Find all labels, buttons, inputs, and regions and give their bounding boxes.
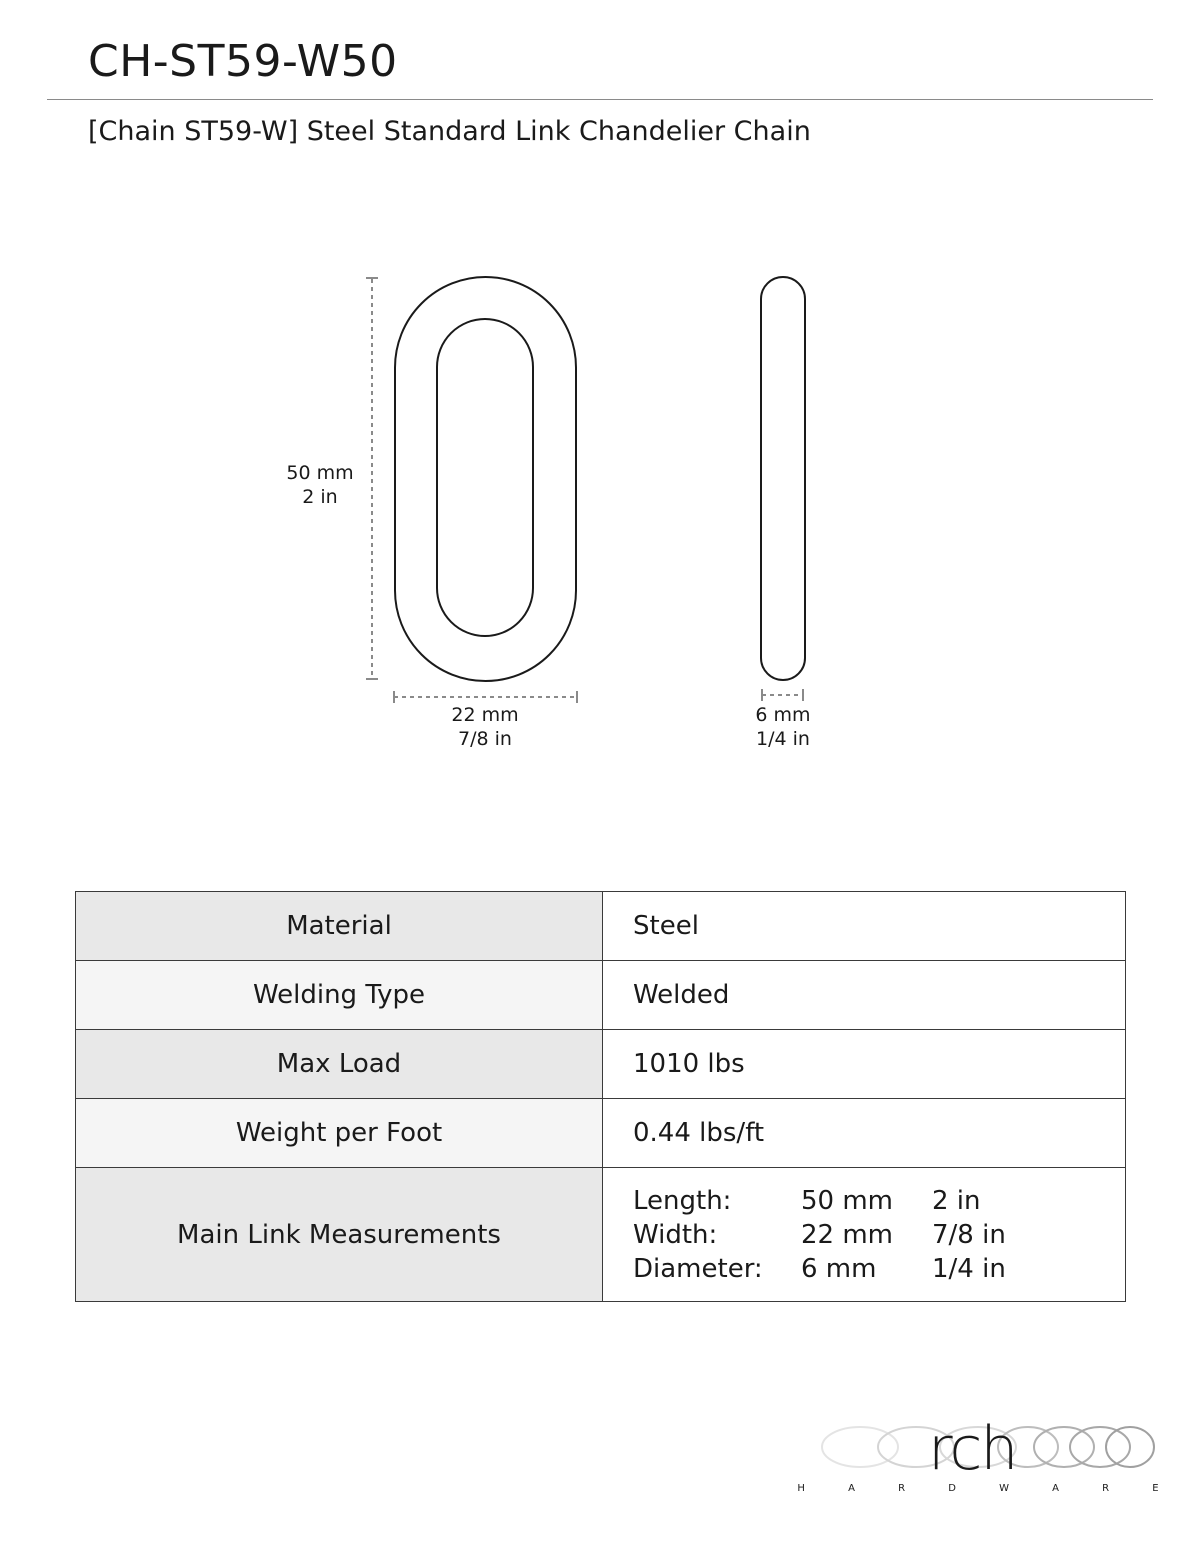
measurement-name: Length: (633, 1185, 732, 1216)
measurement-name: Diameter: (633, 1253, 763, 1284)
table-row (76, 892, 1126, 961)
measurement-inch: 2 in (932, 1185, 981, 1216)
table-row (76, 961, 1126, 1030)
page-subtitle: [Chain ST59-W] Steel Standard Link Chandelier Chain (88, 116, 811, 147)
measurement-inch: 1/4 in (932, 1253, 1006, 1284)
spec-value-max-load: 1010 lbs (603, 1030, 1126, 1099)
link-outer-outline (395, 277, 576, 681)
spec-value-welding-type: Welded (603, 961, 1126, 1030)
width-dimension-line (394, 691, 577, 703)
spec-value-material: Steel (603, 892, 1126, 961)
spec-label-material: Material (76, 892, 603, 961)
diameter-in-label: 1/4 in (756, 728, 810, 750)
spec-label-welding-type: Welding Type (76, 961, 603, 1030)
spec-label-weight-per-foot: Weight per Foot (76, 1099, 603, 1168)
measurement-mm: 50 mm (801, 1185, 894, 1216)
specifications-table (75, 891, 1126, 1302)
width-mm-label: 22 mm (451, 704, 519, 726)
link-side-profile (761, 277, 805, 680)
table-row (76, 1030, 1126, 1099)
diameter-mm-label: 6 mm (755, 704, 811, 726)
diameter-dimension-line (762, 689, 803, 701)
measurement-mm: 6 mm (801, 1253, 877, 1284)
width-in-label: 7/8 in (458, 728, 512, 750)
table-row (76, 1099, 1126, 1168)
table-row (76, 1168, 1126, 1302)
measurement-mm: 22 mm (801, 1219, 894, 1250)
measurements-grid (633, 1184, 1124, 1286)
spec-value-measurements (603, 1168, 1126, 1302)
length-dimension-line (366, 278, 378, 679)
brand-logo (797, 1414, 1179, 1505)
link-inner-opening (437, 319, 533, 636)
measurement-inch: 7/8 in (932, 1219, 1006, 1250)
brand-logo-text: rch (928, 1414, 1017, 1484)
length-in-label: 2 in (302, 486, 338, 508)
brand-logo-subtext: H A R D W A R E (797, 1483, 1179, 1494)
spec-label-max-load: Max Load (76, 1030, 603, 1099)
spec-label-measurements: Main Link Measurements (76, 1168, 603, 1302)
spec-value-weight-per-foot: 0.44 lbs/ft (603, 1099, 1126, 1168)
measurement-name: Width: (633, 1219, 718, 1250)
length-mm-label: 50 mm (286, 462, 354, 484)
page-title: CH-ST59-W50 (88, 36, 398, 87)
